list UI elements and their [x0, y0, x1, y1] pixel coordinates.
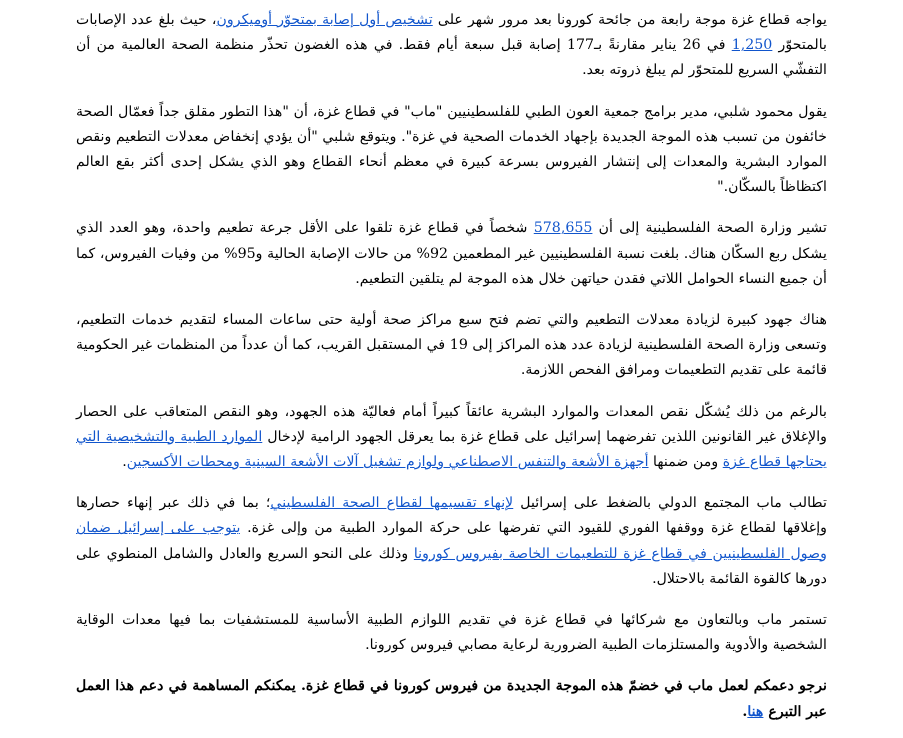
health-fragmentation-link[interactable]: لإنهاء تقسيمها لقطاع الصحة الفلسطيني — [270, 495, 514, 512]
paragraph-text: ومن ضمنها — [648, 454, 723, 471]
paragraph-map-support: تستمر ماب وبالتعاون مع شركائها في قطاع غزة في تقديم اللوازم الطبية الأساسية للمستشفيات بما فيها معدات الوقاية الشخصية والأدوية والمستلزمات الطبية الضرورية لرعاية مصابي فيروس كورونا. — [76, 612, 827, 654]
xray-oxygen-equipment-link[interactable]: أجهزة الأشعة والتنفس الاصطناعي ولوازم تشغيل آلات الأشعة السينية ومحطات الأكسجين — [126, 454, 649, 471]
paragraph-text: تشير وزارة الصحة الفلسطينية إلى أن — [592, 220, 827, 237]
paragraph-text: شخصاً في قطاع غزة تلقوا على الأقل جرعة تطعيم واحدة، وهو العدد الذي يشكل ربع السكّان هناك. بلغت نسبة الفلسطينيين غير المطعمين 92% من حالات الإصابة الحالية و95% من وفيات الفيروس، كما أن جميع النساء الحوامل اللاتي فقدن حياتهن خلال هذه الموجة لم يتلقين التطعيم. — [76, 220, 827, 287]
paragraph-shalabi-quote: يقول محمود شلبي، مدير برامج جمعية العون الطبي للفلسطينيين "ماب" في قطاع غزة، أن "هذا التطور مقلق جداً فعمّال الصحة خائفون من تسبب هذه الموجة الجديدة بإجهاد الخدمات الصحية في غزة". ويتوقع شلبي "أن يؤدي إنخفاض معدلات التطعيم ونقص الموارد البشرية والمعدات إلى إنتشار الفيروس بسرعة كبيرة في معظم أنحاء القطاع وهو الذي يشكل إحدى أكثر بقع العالم اكتظاظاً بالسكّان." — [76, 103, 827, 196]
vaccinated-count-link[interactable]: 578,655 — [533, 220, 593, 237]
donate-here-link[interactable]: هنا — [747, 703, 764, 720]
medical-supplies-link[interactable]: الموارد الطبية والتشخيصية التي يحتاجها قطاع غزة — [76, 428, 827, 471]
paragraph-text: ؛ بما في ذلك عبر إنهاء حصارها وإغلاقها لقطاع غزة ووقفها الفوري للقيود التي تفرضها على حركة الموارد الطبية من وإلى غزة. — [76, 495, 828, 537]
paragraph-omicron-wave — [76, 8, 827, 84]
omicron-first-case-link[interactable]: تشخيص أول إصابة بمتحوّر أوميكرون — [216, 12, 433, 28]
paragraph-shortages — [76, 400, 827, 476]
paragraph-text: نرجو دعمكم لعمل ماب في خضمّ هذه الموجة الجديدة من فيروس كورونا في قطاع غزة. يمكنكم المساهمة في دعم هذا العمل عبر التبرع — [76, 678, 827, 720]
vaccine-access-link[interactable]: يتوجب على إسرائيل ضمان وصول الفلسطينيين في قطاع غزة للتطعيمات الخاصة بفيروس كورونا — [76, 520, 828, 562]
paragraph-text: وذلك على النحو السريع والعادل والشامل المنطوي على دورها كالقوة القائمة بالاحتلال. — [76, 545, 827, 587]
paragraph-vaccination-stats — [76, 216, 827, 292]
paragraph-text: في 26 يناير مقارنةً بـ177 إصابة قبل سبعة أيام فقط. في هذه الغضون تحذّر منظمة الصحة العالمية من أن التفشّي السريع للمتحوّر لم يبلغ ذروته بعد. — [76, 37, 827, 79]
paragraph-vaccination-efforts: هناك جهود كبيرة لزيادة معدلات التطعيم والتي تضم فتح سبع مراكز صحة أولية حتى ساعات المساء لتقديم خدمات التطعيم، وتسعى وزارة الصحة الفلسطينية لزيادة عدد هذه المراكز إلى 19 في المستقبل القريب، كما أن عدداً من المنظمات غير الحكومية قائمة على تقديم التطعيمات ومرافق الفحص اللازمة. — [76, 312, 827, 379]
paragraph-demands — [76, 491, 827, 592]
paragraph-text: . — [742, 703, 748, 720]
paragraph-text: ، حيث بلغ عدد الإصابات بالمتحوّر — [76, 12, 827, 54]
paragraph-donate-appeal — [76, 674, 827, 724]
paragraph-text: تطالب ماب المجتمع الدولي بالضغط على إسرائيل — [513, 495, 827, 512]
omicron-cases-count-link[interactable]: 1,250 — [731, 37, 773, 54]
paragraph-text: يواجه قطاع غزة موجة رابعة من جائحة كورونا بعد مرور شهر على — [432, 12, 828, 28]
paragraph-text: . — [122, 454, 127, 471]
paragraph-text: بالرغم من ذلك يُشكّل نقص المعدات والموارد البشرية عائقاً كبيراً أمام فعاليّة هذه الجهود، وهو النقص المتعاقب على الحصار والإغلاق غير القانونين اللذين تفرضهما إسرائيل على قطاع غزة بما يعرقل الجهود الرامية لإدخال — [76, 403, 828, 445]
